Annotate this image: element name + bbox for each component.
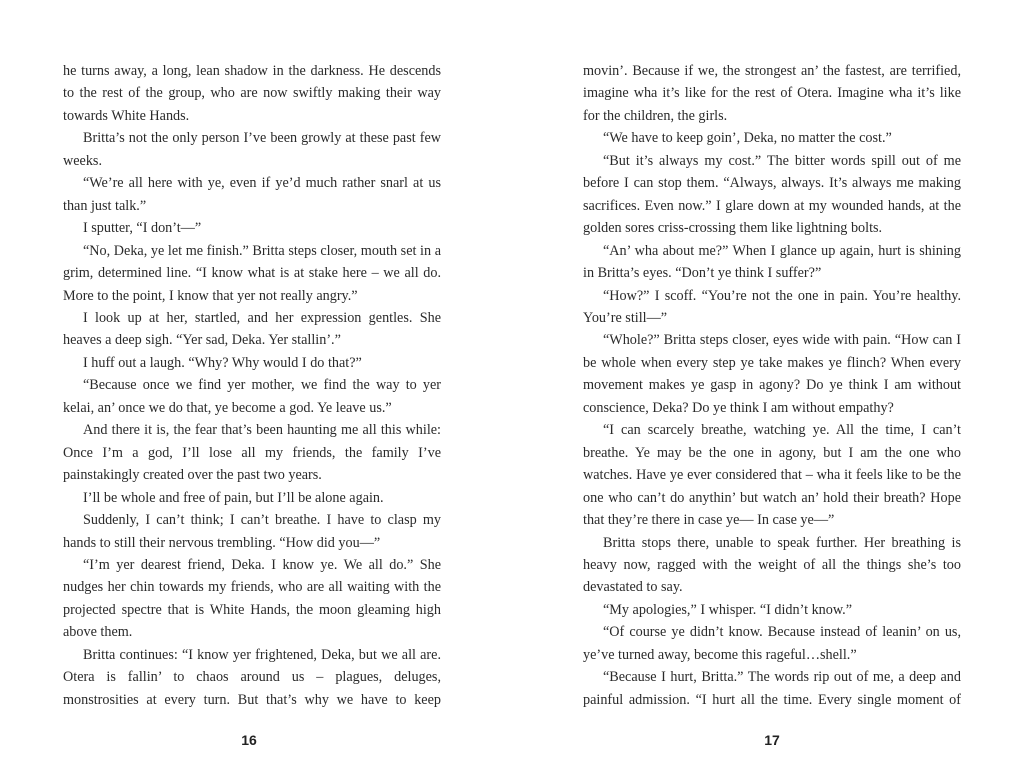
- paragraph: “Because once we find yer mother, we find the way to yer kelai, an’ once we do that, ye become a god. Ye leave us.”: [63, 377, 441, 416]
- paragraph: “We’re all here with ye, even if ye’d much rather snarl at us than just talk.”: [63, 175, 441, 214]
- paragraph: Suddenly, I can’t think; I can’t breathe. I have to clasp my hands to still their nervous trembling. “How did you—”: [63, 512, 441, 551]
- paragraph: “How?” I scoff. “You’re not the one in pain. You’re healthy. You’re still—”: [583, 287, 961, 326]
- paragraph: “Whole?” Britta steps closer, eyes wide with pain. “How can I be whole when every step ye take makes ye flinch? When every movement makes ye gasp in agony? Do ye think I am without conscience, Deka? Do ye think I am without empathy?: [583, 332, 961, 416]
- paragraph: “My apologies,” I whisper. “I didn’t know.”: [603, 601, 853, 618]
- paragraph: I look up at her, startled, and her expression gentles. She heaves a deep sigh. “Yer sad, Deka. Yer stallin’.”: [63, 309, 441, 349]
- paragraph: “An’ wha about me?” When I glance up again, hurt is shining in Britta’s eyes. “Don’t ye think I suffer?”: [583, 242, 961, 282]
- paragraph: he turns away, a long, lean shadow in the darkness. He descends to the rest of the group, who are now swiftly making their way towards White Hands.: [63, 63, 441, 124]
- paragraph: “But it’s always my cost.” The bitter words spill out of me before I can stop them. “Always, always. It’s always me making sacrifices. Even now.” I glare down at my wounded hands, at the golden sores criss-crossing them like lightning bolts.: [583, 152, 961, 237]
- paragraph: movin’. Because if we, the strongest an’ the fastest, are terrified, imagine wha it’s like for the rest of Otera. Imagine wha it’s like for the children, the girls.: [583, 63, 961, 124]
- page-number-left: 16: [241, 732, 257, 748]
- paragraph: Britta stops there, unable to speak further. Her breathing is heavy now, ragged with the weight of all the things she’s too devastated to say.: [583, 534, 961, 596]
- paragraph: I huff out a laugh. “Why? Why would I do that?”: [83, 354, 362, 371]
- paragraph: “Because I hurt, Britta.” The words rip out of me, a deep and painful admission. “I hurt all the time. Every single moment of: [583, 669, 961, 708]
- paragraph: “No, Deka, ye let me finish.” Britta steps closer, mouth set in a grim, determined line. “I know what is at stake here – we all do. More to the point, I know that yer not really angry.”: [63, 242, 441, 304]
- paragraph: Britta continues: “I know yer frightened, Deka, but we all are. Otera is fallin’ to chaos around us – plagues, deluges, monstrosities at every turn. But that’s why we have to keep: [63, 646, 441, 708]
- paragraph: Britta’s not the only person I’ve been growly at these past few weeks.: [63, 130, 441, 169]
- paragraph: “I’m yer dearest friend, Deka. I know ye. We all do.” She nudges her chin towards my friends, who are all waiting with the projected spectre that is White Hands, the moon gleaming high above them.: [63, 556, 441, 641]
- paragraph: I’ll be whole and free of pain, but I’ll be alone again.: [83, 489, 384, 506]
- paragraph: “Of course ye didn’t know. Because instead of leanin’ on us, ye’ve turned away, become this rageful…shell.”: [583, 624, 961, 663]
- page-number-right: 17: [764, 732, 780, 748]
- right-page-text: [583, 60, 961, 711]
- paragraph: And there it is, the fear that’s been haunting me all this while: Once I’m a god, I’ll lose all my friends, the family I’ve painstakingly created over the past two years.: [63, 422, 441, 484]
- paragraph: I sputter, “I don’t—”: [83, 220, 202, 237]
- paragraph: “I can scarcely breathe, watching ye. All the time, I can’t breathe. Ye may be the one in agony, but I am the one who watches. Have ye ever considered that – wha it feels like to be the one who can’t do anythin’ but watch an’ hold their breath? Hope that they’re there in case ye— In case ye—”: [583, 422, 961, 529]
- paragraph: “We have to keep goin’, Deka, no matter the cost.”: [603, 130, 892, 147]
- left-page-text: [63, 60, 441, 711]
